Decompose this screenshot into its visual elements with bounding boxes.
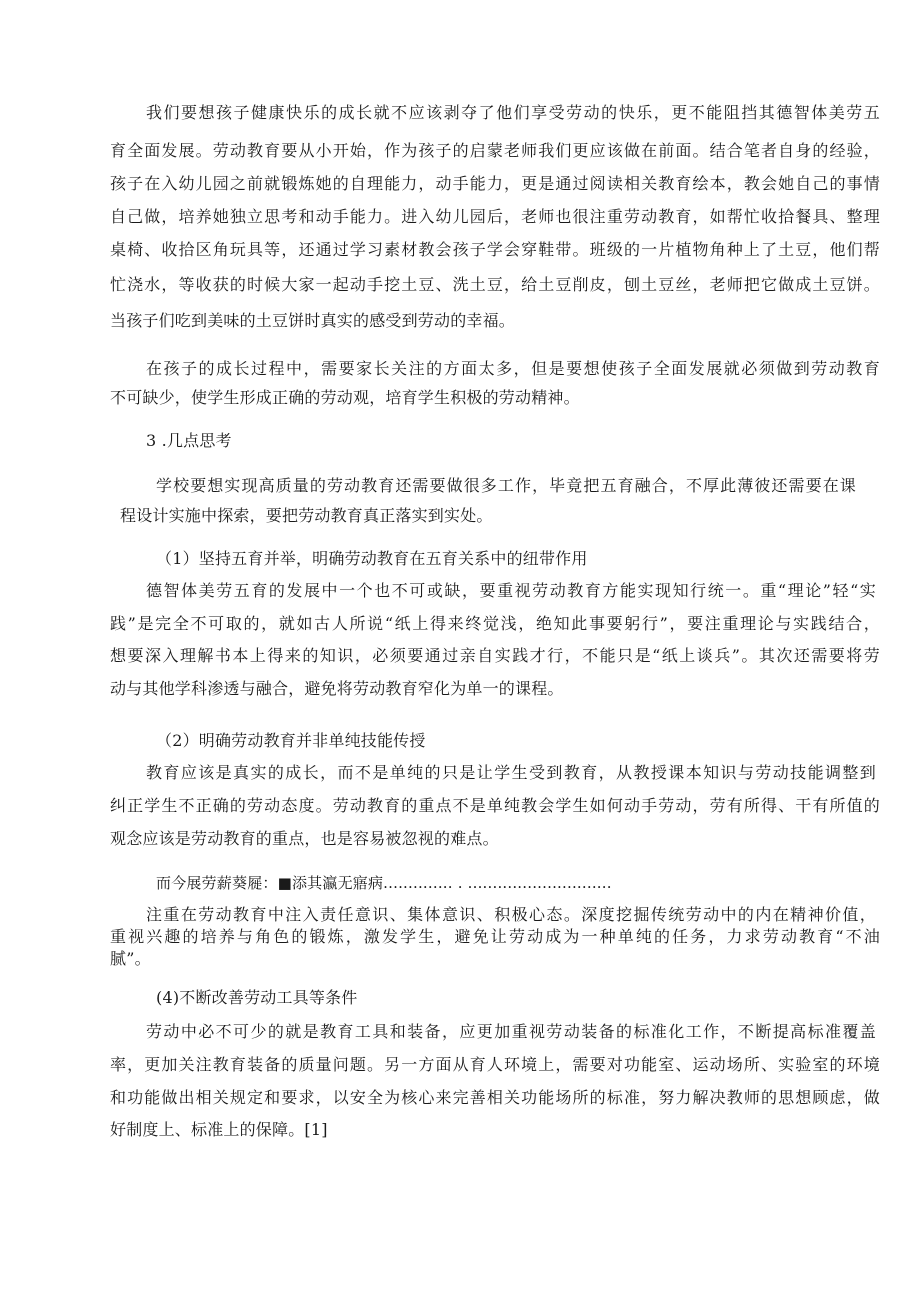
sub1-line-2: 践”是完全不可取的，就如古人所说“纸上得来终觉浅，绝知此事要躬行”，要注重理论与实践结合， bbox=[110, 614, 880, 633]
para1-line-1: 我们要想孩子健康快乐的成长就不应该剥夺了他们享受劳动的快乐，更不能阻挡其德智体美劳五 bbox=[146, 103, 880, 122]
sub4-line-3: 和功能做出相关规定和要求，以安全为核心来完善相关功能场所的标准，努力解决教师的思想顾虑，做 bbox=[110, 1088, 880, 1107]
para1-line-5: 桌椅、收拾区角玩具等，还通过学习素材教会孩子学会穿鞋带。班级的一片植物角种上了土豆，他们帮 bbox=[110, 240, 880, 259]
sub2-line-1: 教育应该是真实的成长，而不是单纯的只是让学生受到教育，从教授课本知识与劳动技能调整到 bbox=[146, 763, 876, 782]
sub1-line-3: 想要深入理解书本上得来的知识，必须要通过亲自实践才行，不能只是“纸上谈兵”。其次还需要将劳 bbox=[110, 646, 880, 665]
sub4-line-1: 劳动中必不可少的就是教育工具和装备，应更加重视劳动装备的标准化工作，不断提高标准覆盖 bbox=[146, 1022, 876, 1041]
sub1-line-4: 动与其他学科渗透与融合，避免将劳动教育窄化为单一的课程。 bbox=[110, 679, 564, 698]
para2-line-2: 不可缺少，使学生形成正确的劳动观，培育学生积极的劳动精神。 bbox=[110, 388, 580, 407]
sub3-line-2: 重视兴趣的培养与角色的锻炼，激发学生，避免让劳动成为一种单纯的任务，力求劳动教育“不油 bbox=[110, 927, 880, 946]
section-heading-3: 3 .几点思考 bbox=[146, 431, 232, 450]
sub1-line-1: 德智体美劳五育的发展中一个也不可或缺，要重视劳动教育方能实现知行统一。重“理论”轻“实 bbox=[146, 581, 876, 600]
para1-line-7: 当孩子们吃到美味的土豆饼时真实的感受到劳动的幸福。 bbox=[110, 311, 516, 330]
subsection-heading-4: (4)不断改善劳动工具等条件 bbox=[156, 988, 358, 1007]
para1-line-2: 育全面发展。劳动教育要从小开始，作为孩子的启蒙老师我们更应该做在前面。结合笔者自身的经验， bbox=[110, 141, 880, 160]
para1-line-3: 孩子在入幼儿园之前就锻炼她的自理能力，动手能力，更是通过阅读相关教育绘本，教会她自己的事情 bbox=[110, 174, 880, 193]
sub3-line-1: 注重在劳动教育中注入责任意识、集体意识、积极心态。深度挖掘传统劳动中的内在精神价值， bbox=[146, 905, 876, 924]
sub4-line-4: 好制度上、标准上的保障。[1] bbox=[110, 1120, 328, 1139]
para1-line-6: 忙浇水，等收获的时候大家一起动手挖土豆、洗土豆，给土豆削皮，刨土豆丝，老师把它做成土豆饼。 bbox=[110, 275, 880, 294]
sub3-line-3: 腻”。 bbox=[110, 949, 151, 968]
para1-line-4: 自己做，培养她独立思考和动手能力。进入幼儿园后，老师也很注重劳动教育，如帮忙收拾餐具、整理 bbox=[110, 207, 880, 226]
para2-line-1: 在孩子的成长过程中，需要家长关注的方面太多，但是要想使孩子全面发展就必须做到劳动教育 bbox=[146, 359, 880, 378]
subsection-heading-2: （2）明确劳动教育并非单纯技能传授 bbox=[156, 731, 426, 750]
subsection-heading-1: （1）坚持五育并举，明确劳动教育在五育关系中的纽带作用 bbox=[156, 549, 588, 568]
garbled-heading-line: 而今展劳薪葵屣：■添其瀛无寤病.............. . ............................. bbox=[156, 874, 612, 892]
sub4-line-2: 率，更加关注教育装备的质量问题。另一方面从育人环境上，需要对功能室、运动场所、实验室的环境 bbox=[110, 1055, 880, 1074]
para3-line-1: 学校要想实现高质量的劳动教育还需要做很多工作，毕竟把五育融合，不厚此薄彼还需要在课 bbox=[156, 476, 856, 495]
para3-line-2: 程设计实施中探索，要把劳动教育真正落实到实处。 bbox=[120, 506, 493, 525]
sub2-line-3: 观念应该是劳动教育的重点，也是容易被忽视的难点。 bbox=[110, 829, 499, 848]
sub2-line-2: 纠正学生不正确的劳动态度。劳动教育的重点不是单纯教会学生如何动手劳动，劳有所得、干有所值的 bbox=[110, 796, 880, 815]
